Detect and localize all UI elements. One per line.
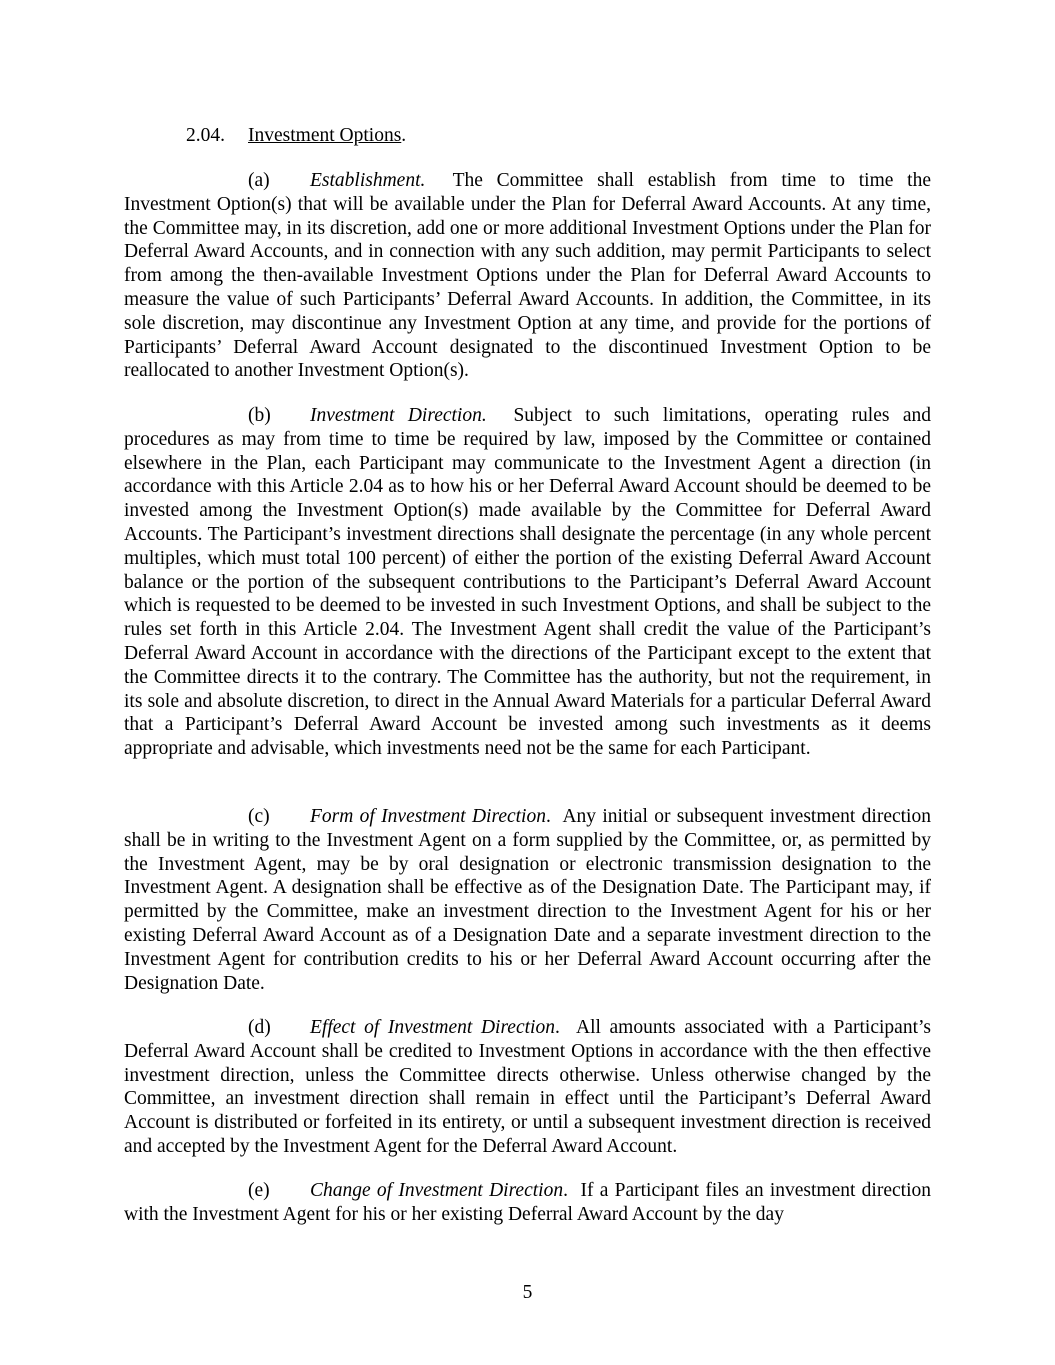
paragraph-title: Form of Investment Direction bbox=[310, 806, 546, 827]
paragraph-change-of-investment-direction bbox=[124, 1179, 931, 1227]
paragraph-text: All amounts associated with a Participant’s Deferral Award Account shall be credited to Investment Options in accordance with the then effective investment direction, unless the Committee directs otherwise. Unless otherwise changed by the Committee, an investment direction shall remain in effect until the Participant’s Deferral Award Account is distributed or forfeited in its entirety, or until a subsequent investment direction is received and accepted by the Investment Agent for the Deferral Award Account. bbox=[124, 1017, 931, 1157]
paragraph-title: Investment Direction. bbox=[310, 405, 487, 426]
section-title-period: . bbox=[401, 125, 407, 146]
paragraph-title: Change of Investment Direction bbox=[310, 1180, 564, 1201]
paragraph-label: (b) bbox=[248, 405, 271, 426]
paragraph-text: The Committee shall establish from time to time the Investment Option(s) that will be available under the Plan for Deferral Award Accounts. At any time, the Committee may, in its discretion, add one or more additional Investment Options under the Plan for Deferral Award Accounts, and in connection with any such addition, may permit Participants to select from among the then-available Investment Options under the Plan for Deferral Award Accounts to measure the value of such Participants’ Deferral Award Accounts. In addition, the Committee, in its sole discretion, may discontinue any Investment Option at any time, and provide for the portions of Participants’ Deferral Award Account designated to the discontinued Investment Option to be reallocated to another Investment Option(s). bbox=[124, 170, 931, 382]
paragraph-title: Effect of Investment Direction bbox=[310, 1017, 555, 1038]
section-title: Investment Options bbox=[248, 125, 402, 146]
paragraph-title: Establishment. bbox=[310, 170, 426, 191]
paragraph-title-period: . bbox=[563, 1180, 568, 1201]
paragraph-text: If a Participant files an investment direction with the Investment Agent for his or her existing Deferral Award Account by the day bbox=[124, 1180, 931, 1225]
paragraph-effect-of-investment-direction bbox=[124, 1016, 931, 1159]
section-heading bbox=[186, 124, 406, 148]
page-number: 5 bbox=[522, 1282, 533, 1303]
paragraph-text: Any initial or subsequent investment direction shall be in writing to the Investment Agent on a form supplied by the Committee, or, as permitted by the Investment Agent, may be by oral designation or electronic transmission designation to the Investment Agent. A designation shall be effective as of the Designation Date. The Participant may, if permitted by the Committee, make an investment direction to the Investment Agent for his or her existing Deferral Award Account as of a Designation Date and a separate investment direction to the Investment Agent for contribution credits to his or her Deferral Award Account occurring after the Designation Date. bbox=[124, 806, 931, 994]
paragraph-label: (c) bbox=[248, 806, 270, 827]
paragraph-label: (a) bbox=[248, 170, 270, 191]
paragraph-form-of-investment-direction bbox=[124, 805, 931, 995]
paragraph-establishment bbox=[124, 169, 931, 383]
paragraph-label: (d) bbox=[248, 1017, 271, 1038]
paragraph-text: Subject to such limitations, operating rules and procedures as may from time to time be required by law, imposed by the Committee or contained elsewhere in the Plan, each Participant may communicate to the Investment Agent a direction (in accordance with this Article 2.04 as to how his or her Deferral Award Account should be deemed to be invested among the Investment Option(s) made available by the Committee for Deferral Award Accounts. The Participant’s investment directions shall designate the percentage (in any whole percent multiples, which must total 100 percent) of either the portion of the existing Deferral Award Account balance or the portion of the subsequent contributions to the Participant’s Deferral Award Account which is requested to be deemed to be invested in such Investment Options, and shall be subject to the rules set forth in this Article 2.04. The Investment Agent shall credit the value of the Participant’s Deferral Award Account in accordance with the directions of the Participant except to the extent that the Committee directs it to the contrary. The Committee has the authority, but not the requirement, in its sole and absolute discretion, to direct in the Annual Award Materials for a particular Deferral Award that a Participant’s Deferral Award Account be invested among such investments as it deems appropriate and advisable, which investments need not be the same for each Participant. bbox=[124, 405, 931, 760]
paragraph-title-period: . bbox=[554, 1017, 560, 1038]
paragraph-label: (e) bbox=[248, 1180, 270, 1201]
paragraph-investment-direction bbox=[124, 404, 931, 761]
paragraph-title-period: . bbox=[545, 806, 551, 827]
section-number: 2.04. bbox=[186, 125, 225, 146]
